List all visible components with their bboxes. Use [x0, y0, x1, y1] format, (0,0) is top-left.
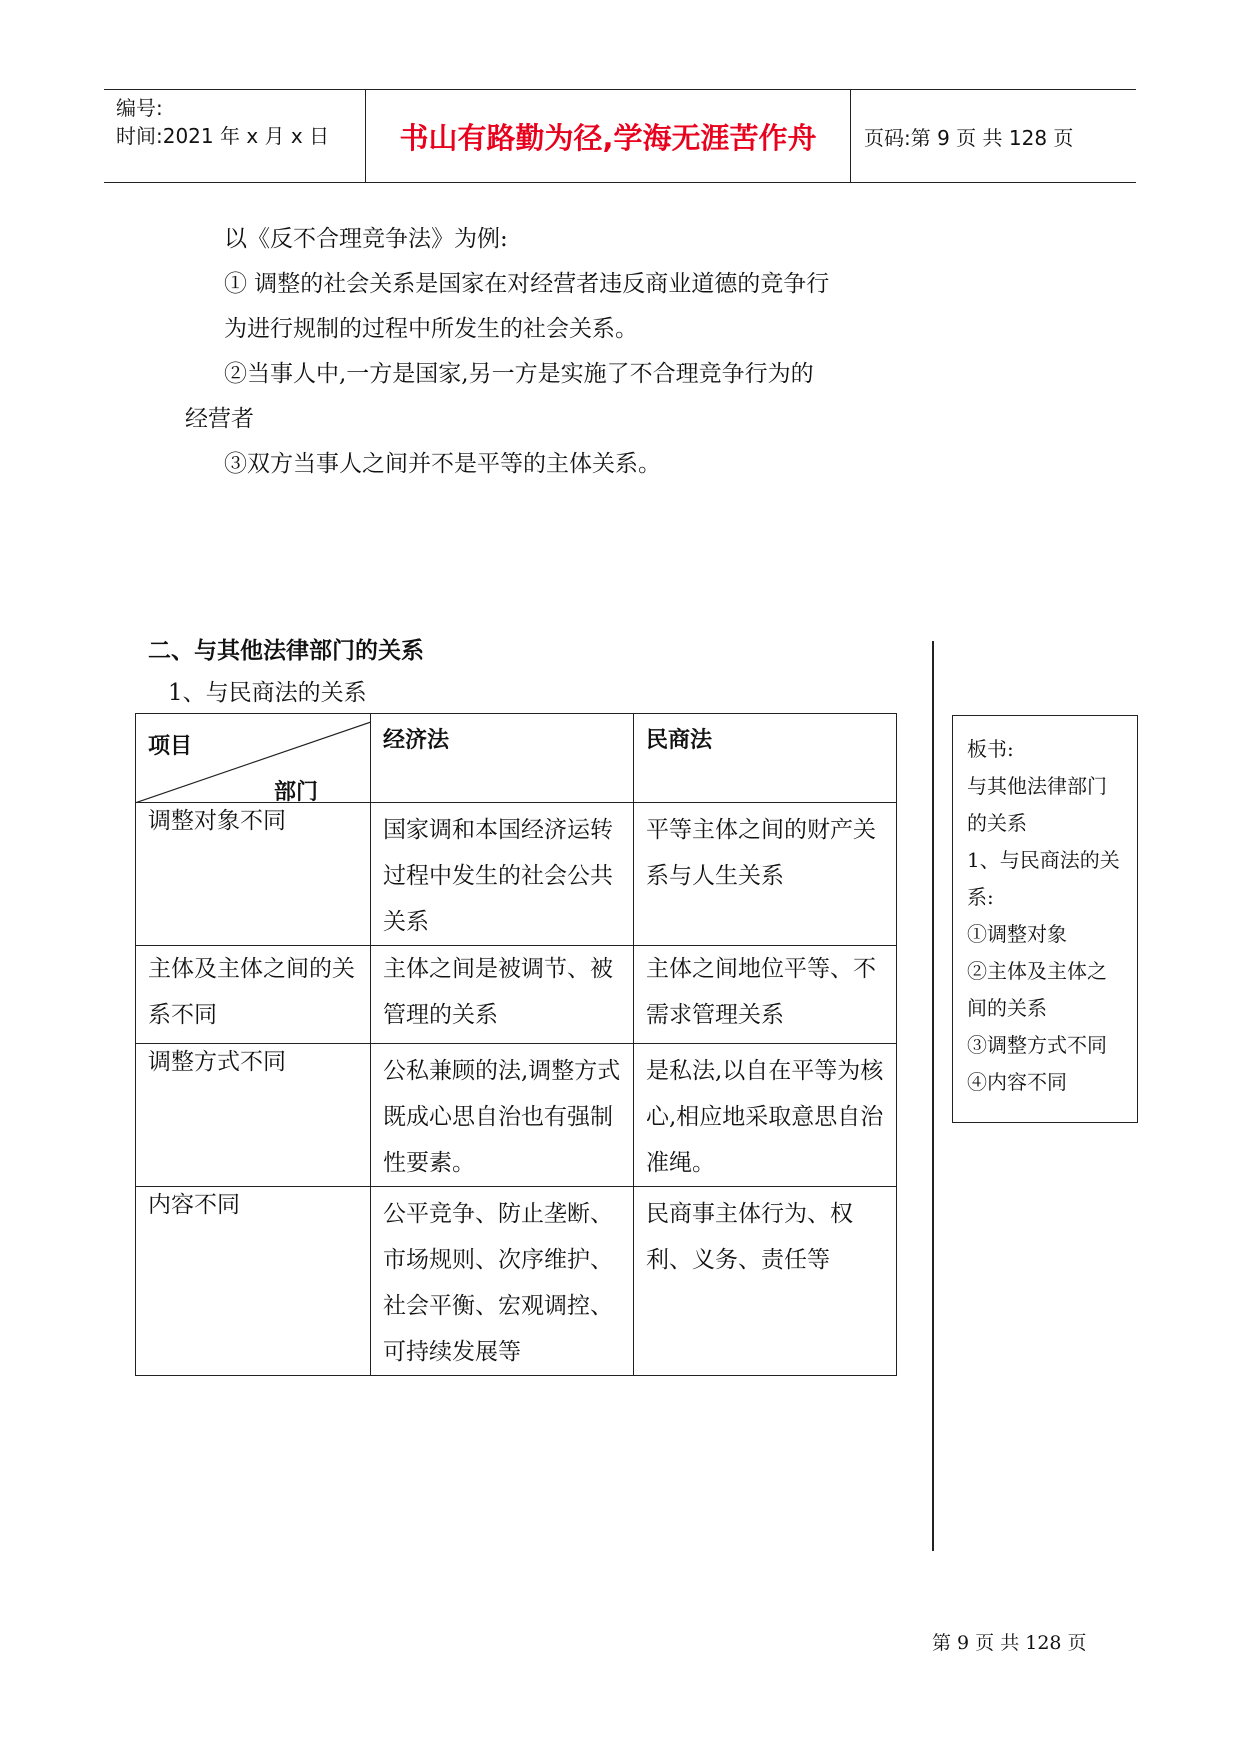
corner-label-dept: 部门 — [274, 780, 319, 805]
intro-lead: 以《反不合理竞争法》为例: — [224, 226, 508, 252]
intro-item-1a: ① 调整的社会关系是国家在对经营者违反商业道德的竞争行 — [224, 271, 830, 297]
intro-item-2a: ②当事人中,一方是国家,另一方是实施了不合理竞争行为的 — [224, 361, 814, 387]
note-line: ①调整对象 — [967, 922, 1067, 946]
row-econ: 公私兼顾的法,调整方式既成心思自治也有强制性要素。 — [371, 1044, 634, 1187]
section-title: 二、与其他法律部门的关系 — [148, 638, 424, 664]
table-row — [136, 1044, 897, 1187]
corner-header-cell — [136, 714, 371, 803]
note-line: ③调整方式不同 — [967, 1033, 1107, 1057]
table-row — [136, 946, 897, 1044]
note-line: 的关系 — [967, 811, 1027, 835]
page-header — [104, 89, 1136, 183]
header-motto: 书山有路勤为径,学海无涯苦作舟 — [399, 120, 817, 155]
header-time: 时间:2021 年 x 月 x 日 — [116, 124, 330, 148]
note-line: 板书: — [967, 737, 1014, 761]
note-line: ④内容不同 — [967, 1070, 1067, 1094]
row-civil: 是私法,以自在平等为核心,相应地采取意思自治准绳。 — [634, 1044, 897, 1187]
row-item: 主体及主体之间的关系不同 — [136, 946, 371, 1044]
column-header-civil: 民商法 — [634, 714, 897, 803]
intro-item-1b: 为进行规制的过程中所发生的社会关系。 — [224, 316, 638, 342]
row-econ: 主体之间是被调节、被管理的关系 — [371, 946, 634, 1044]
table-row — [136, 803, 897, 946]
note-line: 系: — [967, 885, 994, 909]
corner-label-item: 项目 — [148, 734, 193, 759]
note-line: ②主体及主体之 — [967, 959, 1107, 983]
row-item: 调整方式不同 — [136, 1044, 371, 1187]
row-item: 调整对象不同 — [136, 803, 371, 946]
table-header-row — [136, 714, 897, 803]
header-number: 编号: — [116, 96, 163, 120]
blackboard-notes — [952, 715, 1138, 1123]
header-meta — [116, 94, 329, 150]
row-econ: 公平竞争、防止垄断、市场规则、次序维护、社会平衡、宏观调控、可持续发展等 — [371, 1187, 634, 1376]
column-header-econ: 经济法 — [371, 714, 634, 803]
note-line: 1、与民商法的关 — [967, 848, 1120, 872]
intro-item-3: ③双方当事人之间并不是平等的主体关系。 — [224, 451, 661, 477]
row-civil: 主体之间地位平等、不需求管理关系 — [634, 946, 897, 1044]
table-row — [136, 1187, 897, 1376]
header-page-number: 页码:第 9 页 共 128 页 — [864, 125, 1074, 150]
note-line: 与其他法律部门 — [967, 774, 1107, 798]
row-econ: 国家调和本国经济运转过程中发生的社会公共关系 — [371, 803, 634, 946]
comparison-table — [135, 713, 897, 1376]
note-line: 间的关系 — [967, 996, 1047, 1020]
row-item: 内容不同 — [136, 1187, 371, 1376]
row-civil: 民商事主体行为、权利、义务、责任等 — [634, 1187, 897, 1376]
row-civil: 平等主体之间的财产关系与人生关系 — [634, 803, 897, 946]
section-subtitle: 1、与民商法的关系 — [168, 680, 367, 706]
margin-rule — [932, 641, 934, 1551]
intro-item-2b: 经营者 — [185, 406, 254, 432]
header-divider — [850, 90, 851, 182]
footer-page-number: 第 9 页 共 128 页 — [932, 1632, 1087, 1654]
